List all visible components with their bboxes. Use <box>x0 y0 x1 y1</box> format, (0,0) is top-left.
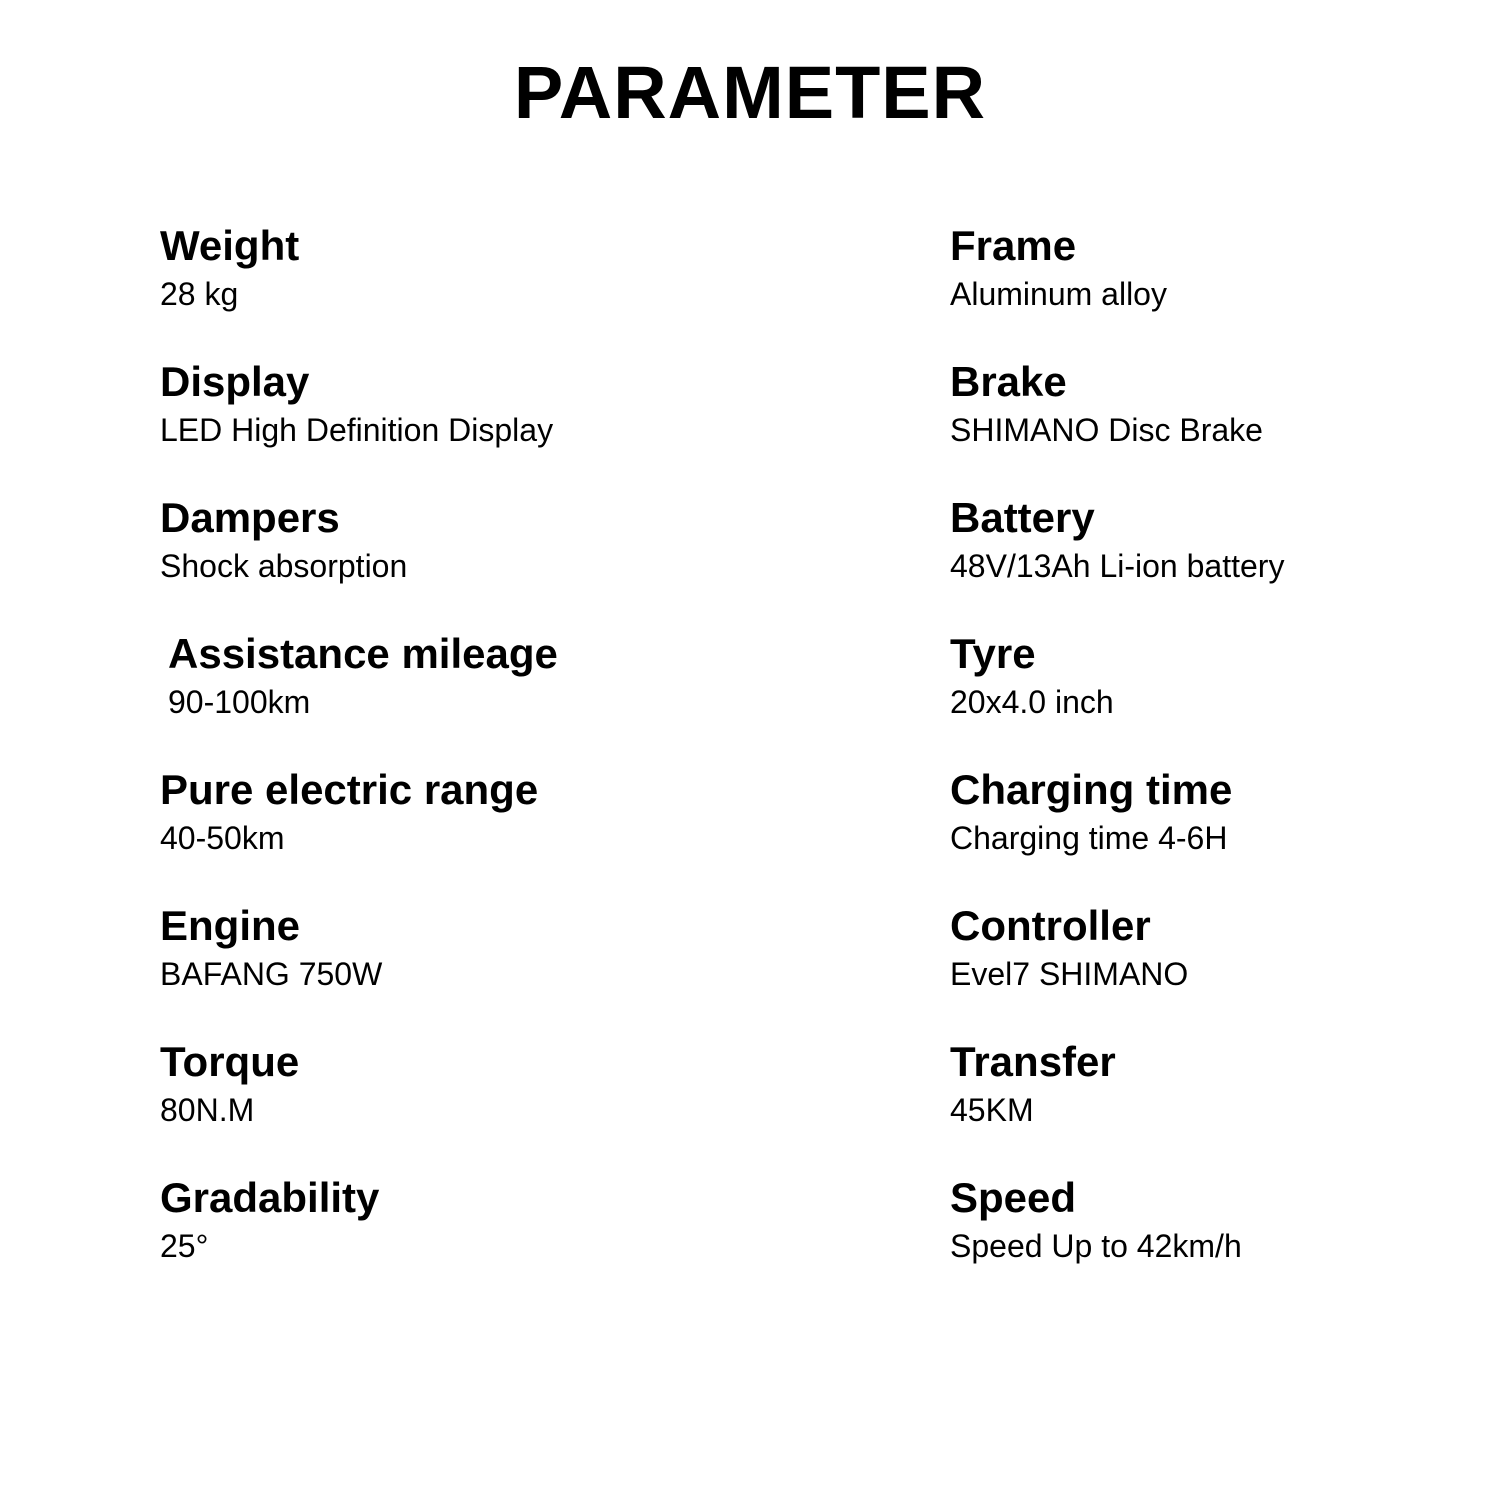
spec-item-pure-electric-range <box>160 765 950 857</box>
spec-label: Controller <box>950 902 1151 950</box>
spec-item-gradability <box>160 1173 950 1265</box>
spec-value: 45KM <box>950 1091 1034 1128</box>
spec-label: Brake <box>950 358 1067 406</box>
spec-label: Tyre <box>950 630 1036 678</box>
spec-label: Assistance mileage <box>168 630 558 678</box>
spec-value: BAFANG 750W <box>160 955 383 992</box>
spec-item-torque <box>160 1037 950 1129</box>
spec-label: Weight <box>160 222 300 270</box>
spec-item-display <box>160 357 950 449</box>
spec-label: Charging time <box>950 766 1233 814</box>
spec-item-transfer <box>950 1037 1440 1129</box>
spec-value: Shock absorption <box>160 547 408 584</box>
spec-item-speed <box>950 1173 1440 1265</box>
spec-value: Evel7 SHIMANO <box>950 955 1189 992</box>
spec-value: SHIMANO Disc Brake <box>950 411 1263 448</box>
spec-label: Display <box>160 358 310 406</box>
spec-value: 40-50km <box>160 819 285 856</box>
spec-value: LED High Definition Display <box>160 411 554 448</box>
spec-value: 28 kg <box>160 275 239 312</box>
spec-item-battery <box>950 493 1440 585</box>
spec-label: Torque <box>160 1038 300 1086</box>
spec-value: 48V/13Ah Li-ion battery <box>950 547 1285 584</box>
spec-value: Aluminum alloy <box>950 275 1167 312</box>
spec-label: Dampers <box>160 494 340 542</box>
spec-label: Battery <box>950 494 1095 542</box>
spec-grid <box>0 221 1500 1309</box>
spec-item-charging-time <box>950 765 1440 857</box>
spec-label: Frame <box>950 222 1077 270</box>
spec-label: Gradability <box>160 1173 380 1221</box>
spec-label: Pure electric range <box>160 766 539 814</box>
spec-item-brake <box>950 357 1440 449</box>
spec-label: Speed <box>950 1173 1077 1221</box>
spec-value: Speed Up to 42km/h <box>950 1227 1242 1264</box>
spec-item-frame <box>950 221 1440 313</box>
spec-item-controller <box>950 901 1440 993</box>
spec-value: 90-100km <box>168 683 311 720</box>
spec-item-weight <box>160 221 950 313</box>
spec-item-engine <box>160 901 950 993</box>
spec-value: 80N.M <box>160 1091 255 1128</box>
page-title: PARAMETER <box>513 51 987 134</box>
spec-item-assistance-mileage <box>160 629 950 721</box>
spec-value: Charging time 4-6H <box>950 819 1228 856</box>
spec-value: 25° <box>160 1227 209 1264</box>
spec-value: 20x4.0 inch <box>950 683 1114 720</box>
spec-item-tyre <box>950 629 1440 721</box>
spec-label: Transfer <box>950 1038 1116 1086</box>
spec-label: Engine <box>160 902 301 950</box>
spec-item-dampers <box>160 493 950 585</box>
